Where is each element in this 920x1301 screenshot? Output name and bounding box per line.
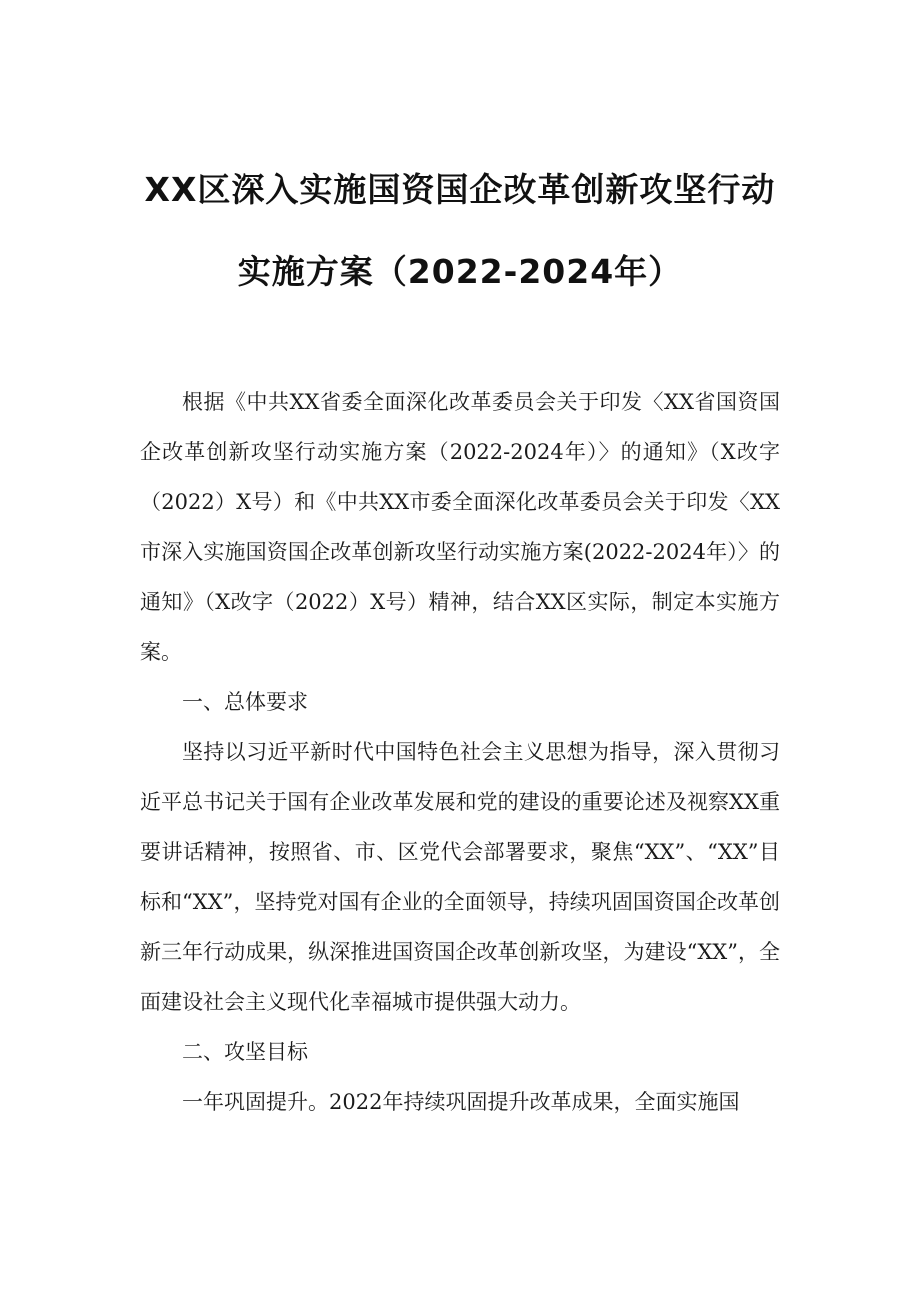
goals-paragraph: 一年巩固提升。2022年持续巩固提升改革成果，全面实施国: [182, 1090, 740, 1114]
general-requirements-paragraph: 坚持以习近平新时代中国特色社会主义思想为指导，深入贯彻习近平总书记关于国有企业改革发展和党的建设的重要论述及视察XX重要讲话精神，按照省、市、区党代会部署要求，聚焦“XX”、“XX”目标和“XX”，坚持党对国有企业的全面领导，持续巩固国资国企改革创新三年行动成果，纵深推进国资国企改革创新攻坚，为建设“XX”，全面建设社会主义现代化幸福城市提供强大动力。: [140, 740, 780, 1014]
document-body: [140, 377, 780, 1127]
section-heading-goals: 二、攻坚目标: [182, 1040, 308, 1064]
document-title-line-1: XX区深入实施国资国企改革创新攻坚行动: [144, 170, 776, 209]
section-heading-general-requirements: 一、总体要求: [182, 690, 308, 714]
intro-paragraph: 根据《中共XX省委全面深化改革委员会关于印发〈XX省国资国企改革创新攻坚行动实施方案（2022-2024年）〉的通知》（X改字（2022）X号）和《中共XX市委全面深化改革委员会关于印发〈XX市深入实施国资国企改革创新攻坚行动实施方案(2022-2024年）〉的通知》（X改字（2022）X号）精神，结合XX区实际，制定本实施方案。: [140, 390, 780, 664]
document-title-line-2: 实施方案（2022-2024年）: [237, 252, 683, 291]
